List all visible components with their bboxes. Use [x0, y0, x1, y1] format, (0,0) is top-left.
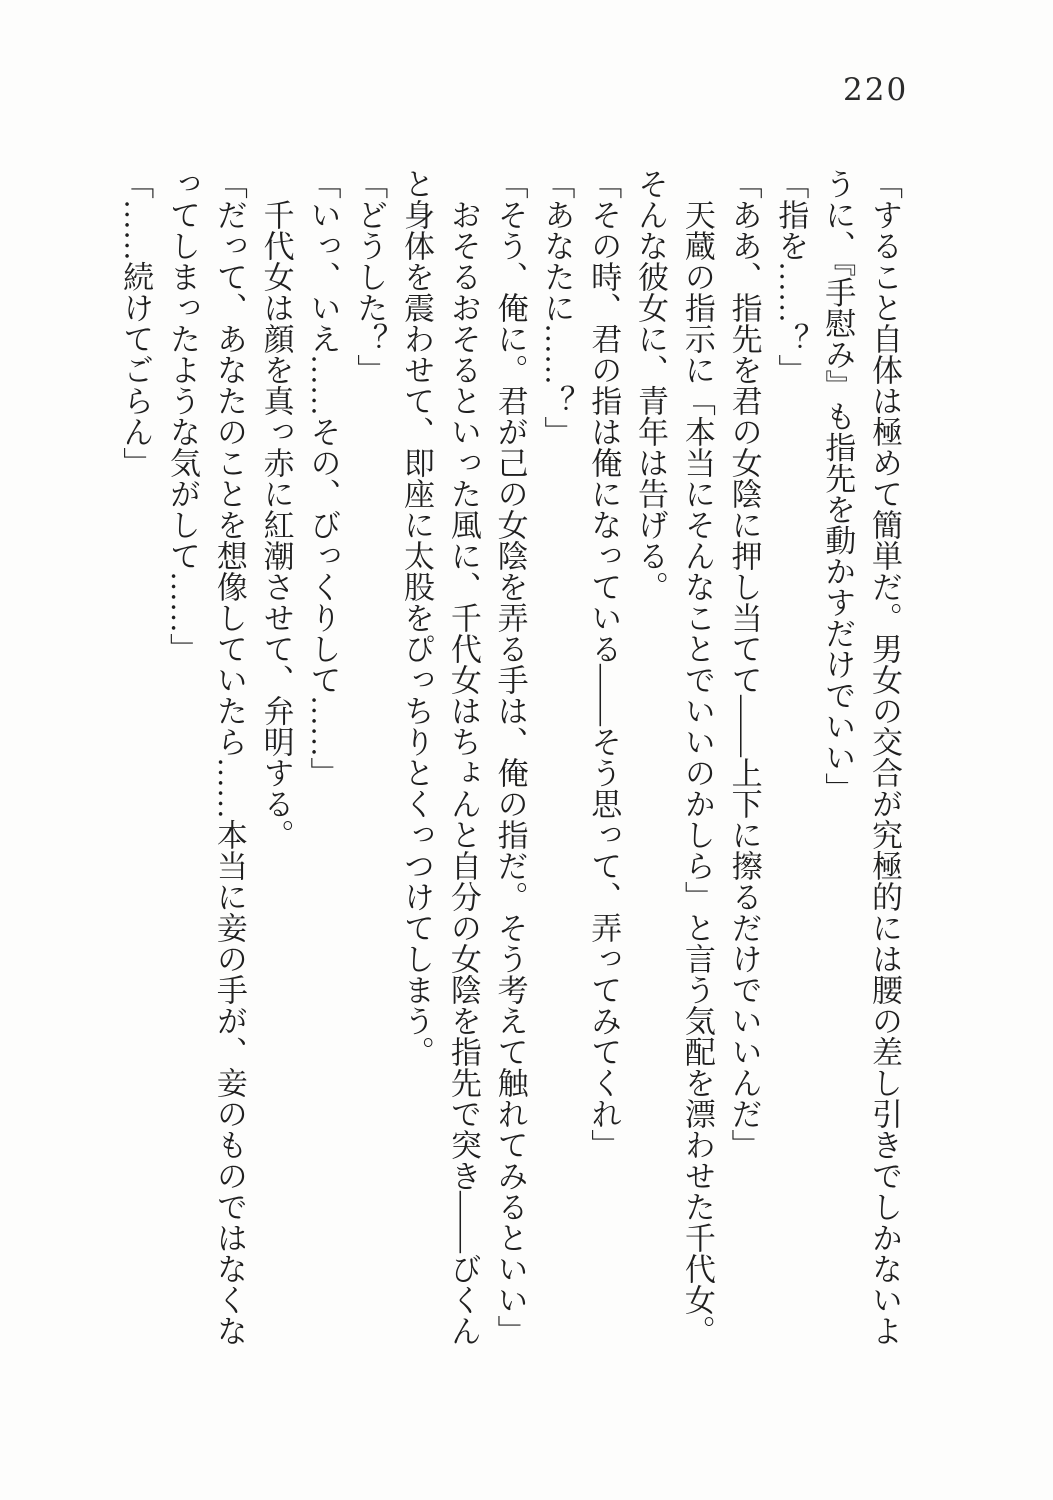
text-line: ってしまったような気がして……」: [165, 168, 201, 664]
text-line: 「ああ、指先を君の女陰に押し当てて――上下に擦るだけでいいんだ」: [726, 168, 762, 1160]
text-line: おそるおそるといった風に、千代女はちょんと自分の女陰を指先で突き――びくん: [445, 199, 481, 1346]
text-line: 「あなたに……？」: [539, 168, 575, 447]
page-number: 220: [843, 72, 909, 108]
text-line: 「すること自体は極めて簡単だ。男女の交合が究極的には腰の差し引きでしかないよ: [867, 168, 902, 1346]
text-line: そんな彼女に、青年は告げる。: [633, 168, 669, 602]
text-line: うに、『手慰み』も指先を動かすだけでいい」: [820, 168, 856, 804]
body-text: [111, 168, 907, 1350]
text-line: 「どうした？」: [352, 168, 388, 385]
text-line: 千代女は顔を真っ赤に紅潮させて、弁明する。: [258, 199, 294, 850]
text-line: 「そう、俺に。君が己の女陰を弄る手は、俺の指だ。そう考えて触れてみるといい」: [492, 168, 528, 1346]
text-line: 天蔵の指示に「本当にそんなことでいいのかしら」と言う気配を漂わせた千代女。: [679, 199, 715, 1346]
text-line: 「……続けてごらん」: [118, 168, 154, 478]
text-line: 「その時、君の指は俺になっている――そう思って、弄ってみてくれ」: [586, 168, 622, 1160]
text-line: 「だって、あなたのことを想像していたら……本当に妾の手が、妾のものではなくな: [211, 168, 247, 1346]
text-line: 「指を……？」: [773, 168, 809, 385]
text-line: 「いっ、いえ……その、びっくりして……」: [305, 168, 341, 788]
text-line: と身体を震わせて、即座に太股をぴっちりとくっつけてしまう。: [399, 168, 435, 1067]
